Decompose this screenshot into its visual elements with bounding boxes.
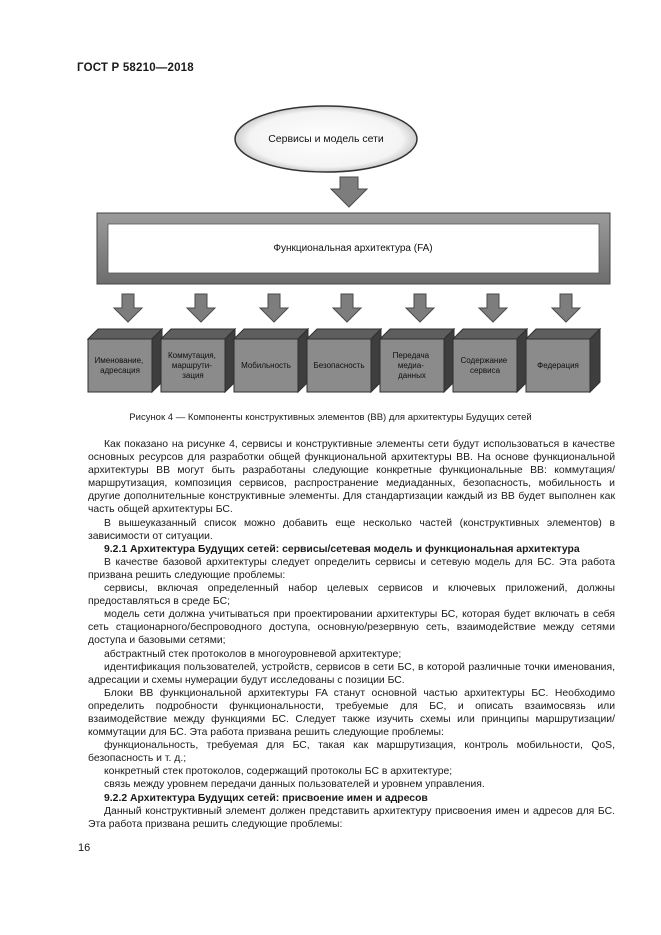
block-naming — [88, 329, 162, 392]
block-label: Содержание — [460, 356, 508, 365]
body-text — [88, 438, 615, 831]
list-item: модель сети должна учитываться при проектировании архитектуры БС, которая будет включать в себя сеть стационарного/беспроводного доступа, основную/резервную сеть, взаимодействие между сетями доступа и базовыми сетями; — [88, 609, 615, 647]
svg-text:Безопасность — [313, 361, 364, 370]
section-heading: 9.2.1 Архитектура Будущих сетей: сервисы/сетевая модель и функциональная архитектура — [104, 543, 580, 555]
arrow-down-icon — [333, 294, 361, 322]
paragraph: Данный конструктивный элемент должен представить архитектуру присвоения имен и адресов для БС. Эта работа призвана решить следующие проблемы: — [88, 805, 615, 830]
arrow-down-icon — [114, 294, 142, 322]
arrow-down-icon — [406, 294, 434, 322]
svg-text:Передача медиа- — [393, 351, 432, 380]
block-mobility — [234, 329, 308, 392]
block-label: сервиса — [469, 366, 501, 375]
block-label: маршрути- — [171, 361, 212, 370]
paragraph: Как показано на рисунке 4, сервисы и конструктивные элементы сети будут использоваться в качестве основных ресурсов для разработки общей функциональной архитектуры ВВ. На основе функциональной архитектуры ВВ могут быть разработаны следующие конкретные функциональные ВВ: коммутация/маршрутизация, композиция сервисов, распространение медиаданных, безопасность, мобильность и другие дополнительные конструктивные элементы. Для стандартизации каждый из ВВ будет выполнен как часть общей архитектуры БС. — [88, 439, 615, 516]
svg-text:Мобильность — [241, 361, 291, 370]
blocks — [88, 329, 600, 392]
block-label: зация — [182, 371, 204, 380]
page-number: 16 — [78, 842, 91, 854]
arrow-down-icon — [260, 294, 288, 322]
architecture-diagram — [0, 0, 661, 410]
paragraph: Блоки ВВ функциональной архитектуры FA станут основной частью архитектуры БС. Необходимо определить подробности функциональности, требуемые для БС, и описать взаимосвязь или взаимодействие между функциями БС. Следует также изучить схемы или принципы маршрутизации/коммутации для БС. Эта работа призвана решить следующие проблемы: — [88, 687, 615, 739]
list-item: сервисы, включая определенный набор целевых сервисов и ключевых приложений, должны предоставляться в среде БС; — [88, 583, 615, 608]
svg-text:Федерация — [537, 361, 579, 370]
block-label: адресация — [100, 366, 140, 375]
arrow-down-icon — [479, 294, 507, 322]
block-label: данных — [398, 371, 426, 380]
arrow-down-icon — [331, 177, 367, 207]
block-media — [380, 329, 454, 392]
list-item: конкретный стек протоколов, содержащий протоколы БС в архитектуре; — [104, 766, 453, 778]
figure-caption: Рисунок 4 — Компоненты конструктивных элементов (ВВ) для архитектуры Будущих сетей — [129, 412, 532, 423]
block-label: Именование, — [94, 356, 144, 365]
list-item: функциональность, требуемая для БС, такая как маршрутизация, контроль мобильности, QoS, безопасность и т. д.; — [88, 740, 615, 765]
list-item: связь между уровнем передачи данных пользователей и уровнем управления. — [104, 779, 485, 791]
document-code: ГОСТ Р 58210—2018 — [77, 62, 194, 74]
block-label: медиа- — [397, 361, 424, 370]
block-federation — [526, 329, 600, 392]
block-arrows — [114, 294, 580, 322]
svg-text:Именование, адресация — [95, 356, 146, 375]
paragraph: В качестве базовой архитектуры следует определить сервисы и сетевую модель для БС. Эта работа призвана решить следующие проблемы: — [88, 556, 615, 581]
block-label: Коммутация, — [167, 351, 216, 360]
block-security — [307, 329, 381, 392]
paragraph: В вышеуказанный список можно добавить еще несколько частей (конструктивных элементов) в зависимости от ситуации. — [88, 517, 615, 542]
fa-label: Функциональная архитектура (FA) — [273, 243, 433, 254]
block-service-content — [453, 329, 527, 392]
block-switching — [161, 329, 235, 392]
arrow-down-icon — [187, 294, 215, 322]
list-item: идентификация пользователей, устройств, сервисов в сети БС, в которой различные точки именования, адресации и схемы нумерации будут исследованы с позиции БС. — [88, 661, 615, 686]
block-label: Мобильность — [241, 361, 291, 370]
block-label: Безопасность — [313, 361, 365, 370]
block-label: Федерация — [537, 361, 579, 370]
services-label: Сервисы и модель сети — [268, 133, 384, 145]
list-item: абстрактный стек протоколов в многоуровневой архитектуре; — [104, 648, 402, 660]
section-heading: 9.2.2 Архитектура Будущих сетей: присвоение имен и адресов — [104, 792, 428, 804]
block-label: Передача — [392, 351, 430, 360]
arrow-down-icon — [552, 294, 580, 322]
